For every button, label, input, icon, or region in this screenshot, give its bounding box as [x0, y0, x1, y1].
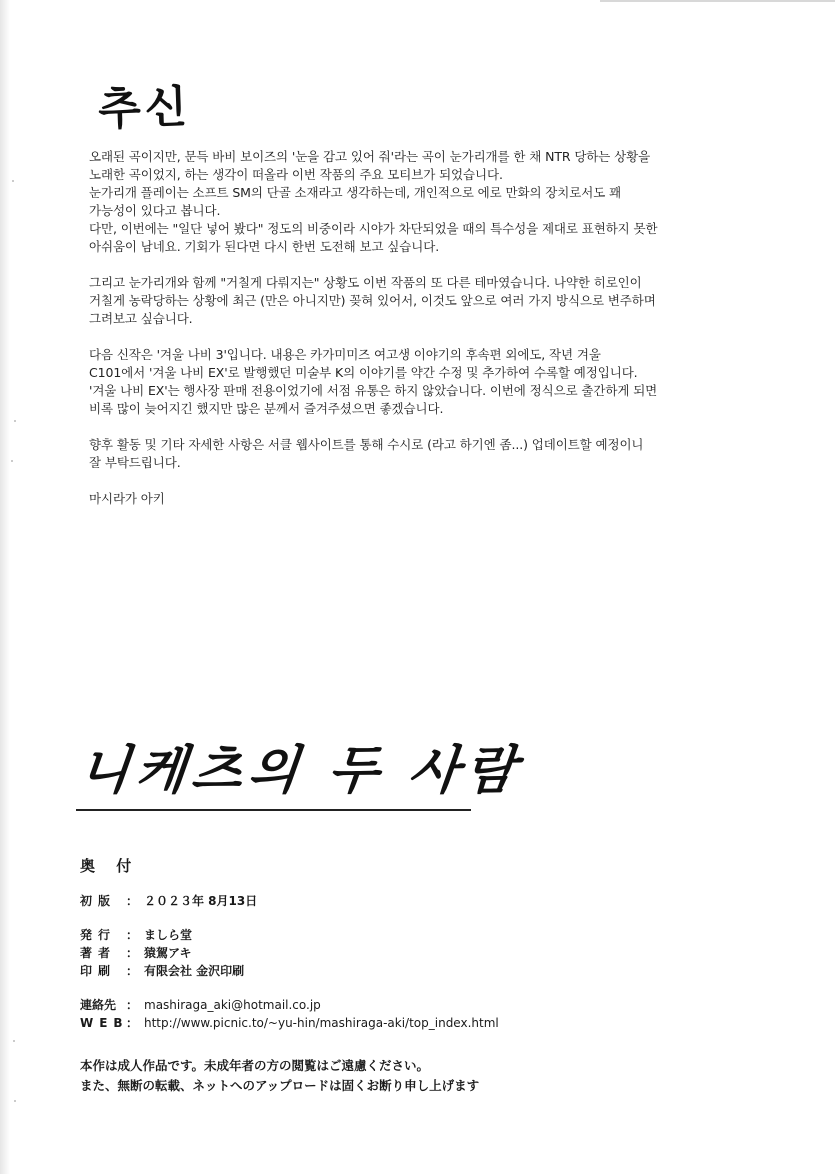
text-line: '겨울 나비 EX'는 행사장 판매 전용이었기에 서점 유통은 하지 않았습니다. 이번에 정식으로 출간하게 되면: [89, 383, 658, 398]
first-edition-key: 初版: [80, 894, 117, 908]
separator: ：: [126, 998, 139, 1012]
adult-content-notice: [80, 1056, 479, 1096]
printer-row: [80, 962, 244, 979]
author-row: [80, 944, 192, 961]
book-title: 니케츠의 두 사람: [76, 741, 525, 801]
text-line: 비록 많이 늦어지긴 했지만 많은 분께서 즐겨주셨으면 좋겠습니다.: [89, 401, 444, 416]
signature: [89, 490, 759, 508]
publisher-row: [80, 926, 192, 943]
scan-page-edge: [0, 0, 10, 1174]
web-url[interactable]: http://www.picnic.to/~yu-hin/mashiraga-aki/top_index.html: [144, 1016, 499, 1030]
separator: ：: [126, 928, 139, 942]
colophon-label: 奥 付: [80, 857, 140, 875]
author-value: 猿駕アキ: [144, 946, 192, 960]
paragraph-theme: [89, 274, 759, 328]
separator: ：: [126, 964, 139, 978]
author-signature: 마시라가 아키: [89, 491, 165, 506]
separator: ：: [126, 1016, 139, 1030]
web-row: [80, 1014, 499, 1031]
text-line: 노래한 곡이었지, 하는 생각이 떠올라 이번 작품의 주요 모티브가 되었습니다.: [89, 167, 503, 182]
publisher-key: 発行: [80, 928, 117, 942]
text-line: 오래된 곡이지만, 문득 바비 보이즈의 '눈을 감고 있어 줘'라는 곡이 눈가리개를 한 채 NTR 당하는 상황을: [89, 149, 651, 164]
text-line: 눈가리개 플레이는 소프트 SM의 단골 소재라고 생각하는데, 개인적으로 에로 만화의 장치로서도 꽤: [89, 185, 622, 200]
printer-value: 有限会社 金沢印刷: [144, 964, 245, 978]
postscript-body: [89, 148, 759, 526]
contact-row: [80, 996, 321, 1013]
contact-email[interactable]: mashiraga_aki@hotmail.co.jp: [144, 998, 321, 1012]
text-line: 가능성이 있다고 봅니다.: [89, 203, 221, 218]
postscript-heading: 추신: [97, 81, 193, 136]
text-line: 그리고 눈가리개와 함께 "거칠게 다뤄지는" 상황도 이번 작품의 또 다른 테마였습니다. 나약한 히로인이: [89, 275, 642, 290]
contact-key: 連絡先: [80, 998, 117, 1012]
text-line: 향후 활동 및 기타 자세한 사항은 서클 웹사이트를 통해 수시로 (라고 하기엔 좀...) 업데이트할 예정이니: [89, 437, 644, 452]
first-edition-date: ２０２３年 8月13日: [144, 894, 258, 908]
text-line: 아쉬움이 남네요. 기회가 된다면 다시 한번 도전해 보고 싶습니다.: [89, 239, 440, 254]
text-line: C101에서 '겨울 나비 EX'로 발행했던 미술부 K의 이야기를 약간 수정 및 추가하여 수록할 예정입니다.: [89, 365, 638, 380]
notice-line-1: 本作は成人作品です。未成年者の方の閲覧はご遠慮ください。: [80, 1058, 430, 1073]
first-edition-row: [80, 892, 257, 909]
web-key: WEB: [80, 1016, 129, 1030]
author-key: 著者: [80, 946, 117, 960]
paragraph-updates: [89, 436, 759, 472]
text-line: 그려보고 싶습니다.: [89, 311, 193, 326]
separator: ：: [126, 946, 139, 960]
title-underline: [76, 809, 471, 811]
text-line: 다만, 이번에는 "일단 넣어 봤다" 정도의 비중이라 시야가 차단되었을 때의 특수성을 제대로 표현하지 못한: [89, 221, 658, 236]
publisher-value: ましら堂: [144, 928, 193, 942]
text-line: 거칠게 농락당하는 상황에 최근 (만은 아니지만) 꽂혀 있어서, 이것도 앞으로 여러 가지 방식으로 변주하며: [89, 293, 656, 308]
paragraph-motif: [89, 148, 759, 256]
text-line: 잘 부탁드립니다.: [89, 455, 181, 470]
notice-line-2: また、無断の転載、ネットへのアップロードは固くお断り申し上げます: [80, 1078, 480, 1093]
separator: ：: [126, 894, 139, 908]
scan-top-edge: [600, 0, 835, 2]
paragraph-next-work: [89, 346, 759, 418]
printer-key: 印刷: [80, 964, 117, 978]
text-line: 다음 신작은 '겨울 나비 3'입니다. 내용은 카가미미즈 여고생 이야기의 후속편 외에도, 작년 겨울: [89, 347, 601, 362]
